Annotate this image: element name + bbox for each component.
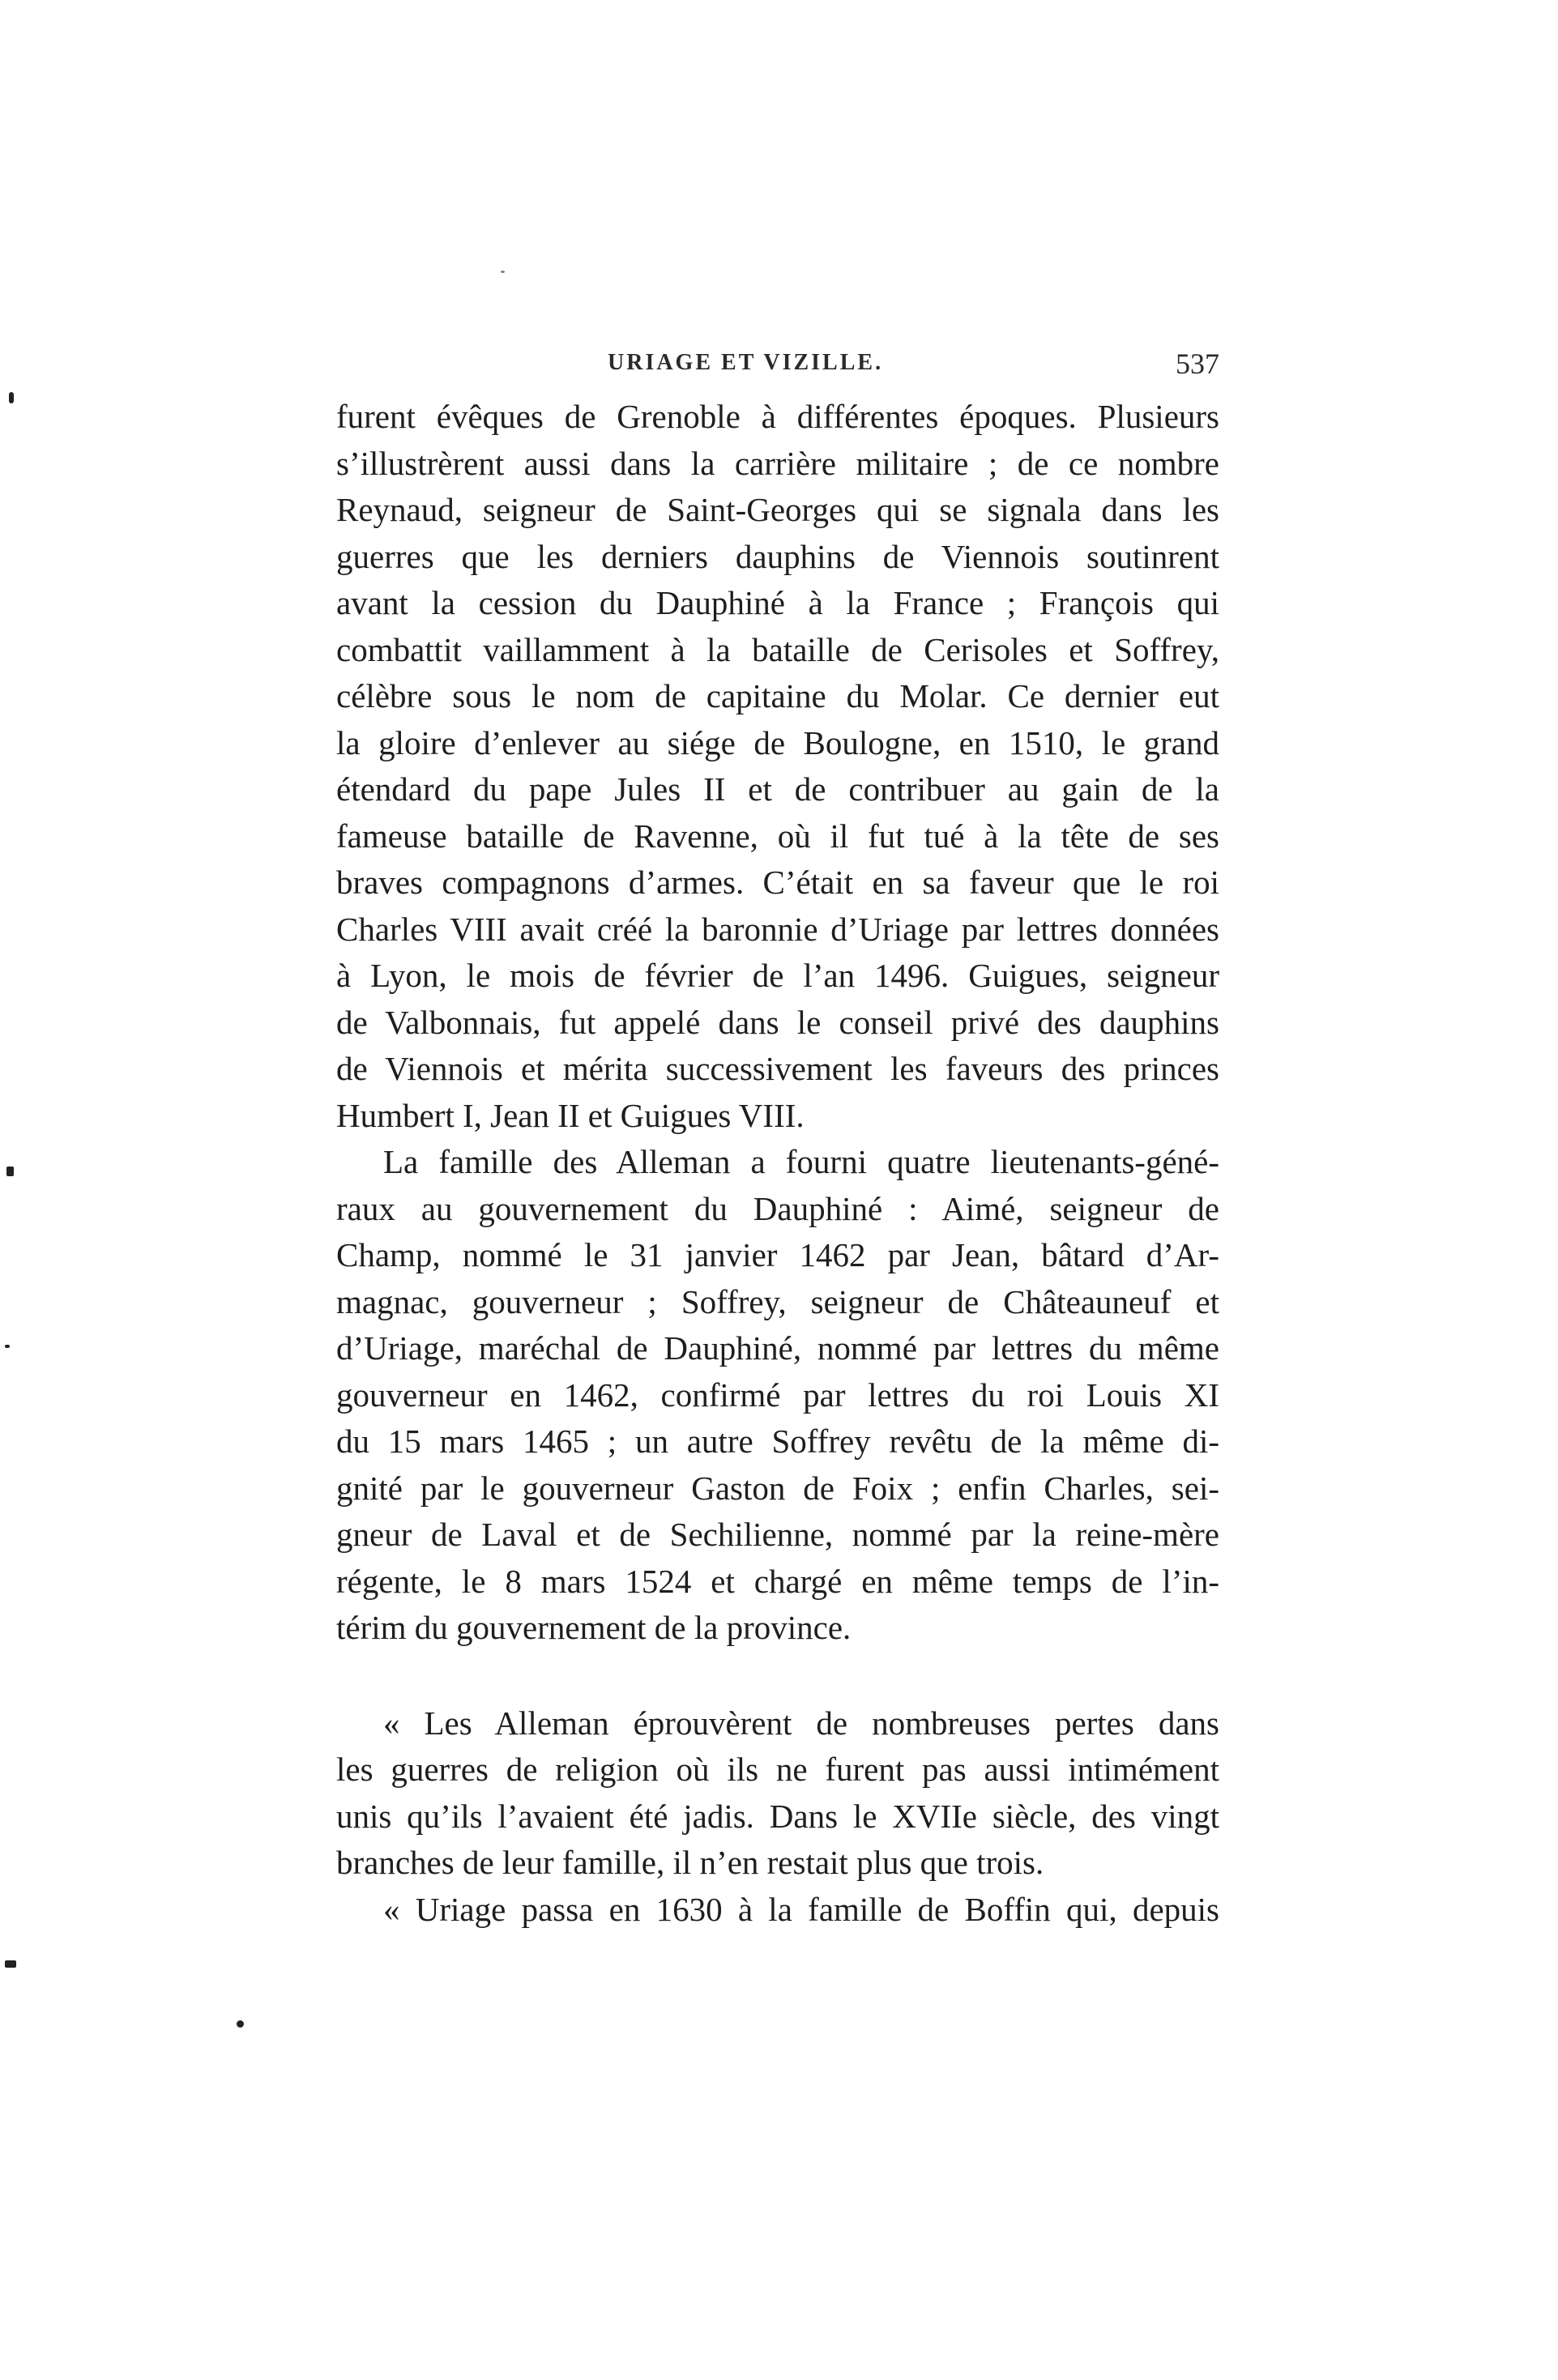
text-line: magnac, gouverneur ; Soffrey, seigneur de Châteauneuf et — [336, 1282, 1219, 1320]
text-line: combattit vaillamment à la bataille de Cerisoles et Soffrey, — [336, 630, 1219, 668]
running-title: URIAGE ET VIZILLE. — [608, 350, 884, 375]
text-line: Humbert I, Jean II et Guigues VIII. — [336, 1096, 805, 1134]
text-line: régente, le 8 mars 1524 et chargé en même temps de l’in- — [336, 1562, 1219, 1600]
text-line: célèbre sous le nom de capitaine du Molar. Ce dernier eut — [336, 677, 1219, 714]
text-line: branches de leur famille, il n’en restait plus que trois. — [336, 1844, 1044, 1881]
text-line: fameuse bataille de Ravenne, où il fut tué à la tête de ses — [336, 817, 1219, 855]
text-line: s’illustrèrent aussi dans la carrière militaire ; de ce nombre — [336, 444, 1219, 482]
body-text — [336, 394, 1219, 1933]
text-line: d’Uriage, maréchal de Dauphiné, nommé par lettres du même — [336, 1329, 1219, 1367]
text-line: unis qu’ils l’avaient été jadis. Dans le XVIIe siècle, des vingt — [336, 1797, 1219, 1835]
paragraph-gap — [336, 1652, 1219, 1700]
scan-speck — [5, 1345, 10, 1348]
paragraph — [336, 1139, 1219, 1652]
scan-speck — [501, 271, 505, 273]
text-line: à Lyon, le mois de février de l’an 1496. Guigues, seigneur — [336, 957, 1219, 994]
text-line: « Les Alleman éprouvèrent de nombreuses pertes dans — [383, 1704, 1219, 1742]
text-line: gouverneur en 1462, confirmé par lettres du roi Louis XI — [336, 1376, 1219, 1414]
scan-speck — [5, 1960, 16, 1968]
page-header — [336, 347, 1219, 387]
text-line: La famille des Alleman a fourni quatre lieutenants-géné- — [383, 1143, 1219, 1180]
text-line: étendard du pape Jules II et de contribuer au gain de la — [336, 770, 1219, 808]
text-line: avant la cession du Dauphiné à la France ; François qui — [336, 584, 1219, 621]
scan-speck — [6, 1167, 14, 1176]
text-line: Champ, nommé le 31 janvier 1462 par Jean, bâtard d’Ar- — [336, 1236, 1219, 1273]
scan-speck — [9, 392, 14, 403]
text-line: du 15 mars 1465 ; un autre Soffrey revêtu de la même di- — [336, 1422, 1219, 1460]
text-line: de Viennois et mérita successivement les faveurs des princes — [336, 1050, 1219, 1087]
text-line: Charles VIII avait créé la baronnie d’Uriage par lettres données — [336, 910, 1219, 948]
scan-speck — [237, 2020, 244, 2028]
page-number: 537 — [1176, 348, 1219, 380]
text-line: térim du gouvernement de la province. — [336, 1609, 852, 1646]
text-line: la gloire d’enlever au siége de Boulogne, en 1510, le grand — [336, 723, 1219, 761]
text-line: raux au gouvernement du Dauphiné : Aimé, seigneur de — [336, 1189, 1219, 1227]
text-line: de Valbonnais, fut appelé dans le conseil privé des dauphins — [336, 1003, 1219, 1041]
text-line: les guerres de religion où ils ne furent pas aussi intimément — [336, 1751, 1219, 1788]
paragraph — [336, 394, 1219, 1139]
quoted-paragraph — [336, 1700, 1219, 1887]
text-line: « Uriage passa en 1630 à la famille de Boffin qui, depuis — [383, 1890, 1219, 1928]
text-line: gneur de Laval et de Sechilienne, nommé par la reine-mère — [336, 1516, 1219, 1553]
text-line: gnité par le gouverneur Gaston de Foix ; enfin Charles, sei- — [336, 1469, 1219, 1507]
text-line: furent évêques de Grenoble à différentes époques. Plusieurs — [336, 398, 1219, 435]
quoted-paragraph — [336, 1887, 1219, 1934]
text-line: braves compagnons d’armes. C’était en sa faveur que le roi — [336, 864, 1219, 901]
text-line: Reynaud, seigneur de Saint-Georges qui se signala dans les — [336, 491, 1219, 528]
text-line: guerres que les derniers dauphins de Viennois soutinrent — [336, 537, 1219, 575]
